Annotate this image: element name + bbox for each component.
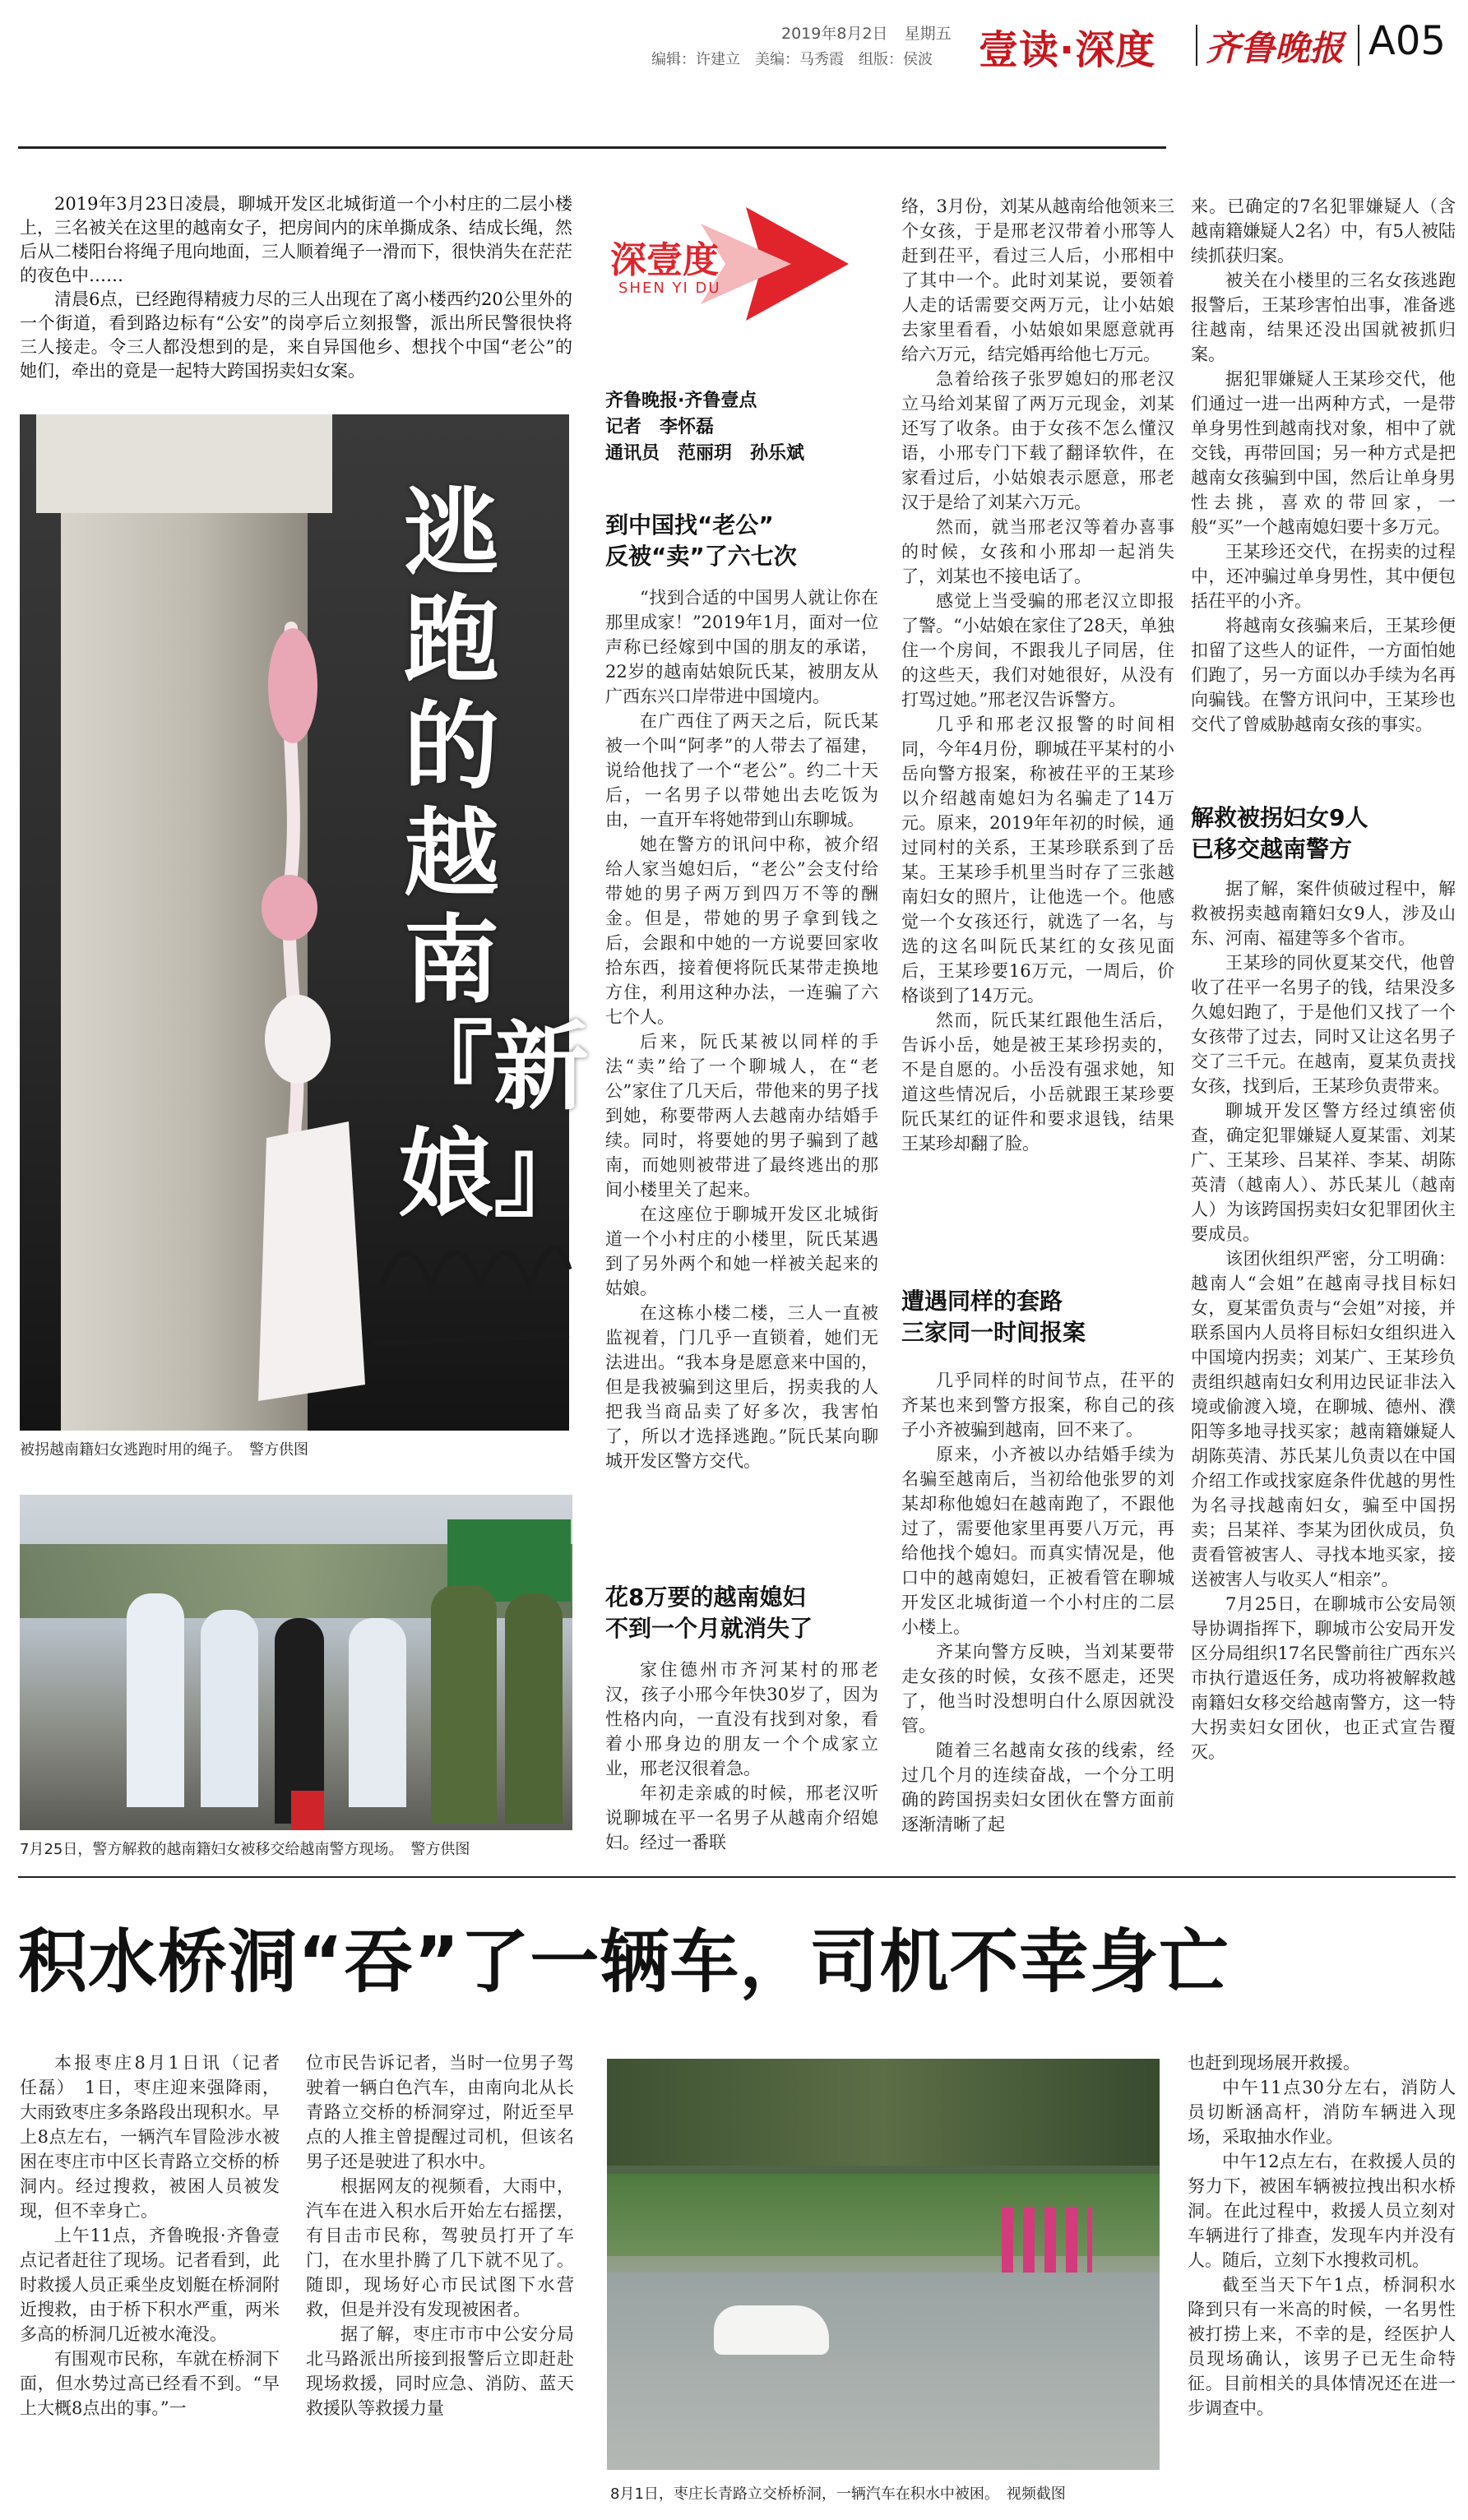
date-text: 2019年8月2日: [781, 25, 888, 43]
story2-column-a: [20, 2051, 297, 2511]
submerged-car: [714, 2305, 829, 2355]
rope-photo: [20, 414, 589, 1431]
subhead-1-line-1: 到中国找“老公”: [605, 511, 774, 539]
officer-2: [201, 1610, 258, 1807]
handover-photo-caption: 7月25日，警方解救的越南籍妇女被移交给越南警方现场。 警方供图: [20, 1841, 470, 1858]
paragraph: 感觉上当受骗的邢老汉立即报了警。“小姑娘在家住了28天，单独住一个房间，不跟我儿子同居，住的这些天，我们对她很好，从没有打骂过她。”邢老汉告诉警方。: [901, 591, 1174, 710]
paragraph: 随着三名越南女孩的线索，经过几个月的连续奋战，一个分工明确的跨国拐卖妇女团伙在警方面前逐渐清晰了起: [901, 1741, 1174, 1834]
paragraph: 在这栋小楼二楼，三人一直被监视着，门几乎一直锁着，她们无法进出。“我本身是愿意来中国的，但是我被骗到这里后，拐卖我的人把我当商品卖了好多次，我害怕了，所以才选择逃跑。”阮氏某向聊城开发区警方交代。: [605, 1303, 878, 1471]
headline-vertical: [398, 478, 589, 1230]
paragraph: 也赶到现场展开救援。: [1188, 2053, 1360, 2073]
column-2-lower: [605, 1658, 878, 1866]
paragraph: 后来，阮氏某被以同样的手法“卖”给了一个聊城人，在“老公”家住了几天后，带他来的男子找到她，称要带两人去越南办结婚手续。同时，将要她的男子骗到了越南，而她则被带进了最终逃出的那间小楼里关了起来。: [605, 1032, 878, 1200]
logo-pinyin-text: SHEN YI DU: [618, 280, 721, 297]
water: [607, 2273, 1160, 2470]
headline-text: 逃跑的越南『新娘』: [398, 478, 589, 1230]
subhead-4-line-2: 已移交越南警方: [1191, 835, 1353, 862]
paragraph: 被关在小楼里的三名女孩逃跑报警后，王某珍害怕出事，准备逃往越南，结果还没出国就被抓归案。: [1191, 270, 1456, 364]
section-title: 壹读·深度: [979, 27, 1156, 73]
column-4-lower: [1191, 876, 1456, 1866]
paragraph: 在这座位于聊城开发区北城街道一个小村庄的小楼里，阮氏某遇到了另外两个和她一样被关起来的姑娘。: [605, 1205, 878, 1298]
red-bag: [291, 1791, 324, 1830]
officer-3: [349, 1618, 406, 1807]
column-3-lower: [901, 1368, 1174, 1865]
rope-photo-caption: 被拐越南籍妇女逃跑时用的绳子。 警方供图: [20, 1441, 308, 1459]
lead-paragraphs: [20, 192, 572, 408]
paragraph: 然而，阮氏某红跟他生活后，告诉小岳，她是被王某珍拐卖的，不是自愿的。小岳没有强求她，知道这些情况后，小岳就跟王某珍要阮氏某红的证件和要求退钱，结果王某珍却翻了脸。: [901, 1010, 1174, 1154]
paragraph: 年初走亲戚的时候，邢老汉听说聊城在平一名男子从越南介绍媳妇。经过一番联: [605, 1783, 878, 1852]
byline-line-3: 通讯员 范丽玥 孙乐斌: [605, 443, 805, 464]
shen-yi-du-logo: [602, 191, 873, 337]
paragraph: 截至当天下午1点，桥洞积水降到只有一米高的时候，一名男性被打捞上来，不幸的是，经医护人员现场确认，该男子已无生命特征。目前相关的具体情况还在进一步调查中。: [1188, 2275, 1456, 2418]
paragraph: 中午12点左右，在救援人员的努力下，被困车辆被拉拽出积水桥洞。在此过程中，救援人员立刻对车辆进行了排查，发现车内并没有人。随后，立刻下水搜救司机。: [1188, 2152, 1456, 2270]
story2-headline: 积水桥洞“吞”了一辆车，司机不幸身亡: [18, 1921, 1230, 2002]
byline-line-1: 齐鲁晚报·齐鲁壹点: [605, 391, 757, 411]
paragraph: 根据网友的视频看，大雨中，汽车在进入积水后开始左右摇摆，有目击市民称，驾驶员打开了车门，在水里扑腾了几下就不见了。随即，现场好心市民试图下水营救，但是并没有发现被困者。: [306, 2176, 574, 2319]
paragraph: 来。已确定的7名犯罪嫌疑人（含越南籍嫌疑人2名）中，有5人被陆续抓获归案。: [1191, 197, 1456, 266]
paragraph: 据犯罪嫌疑人王某珍交代，他们通过一进一出两种方式，一是带单身男性到越南找对象，相中了就交钱，再带回国；另一种方式是把越南女孩骗到中国，然后让单身男性去挑，喜欢的带回家，一般“买”一个越南媳妇要十多万元。: [1191, 369, 1456, 537]
subhead-3-line-1: 遭遇同样的套路: [901, 1288, 1063, 1315]
logo-cn-text: 深壹度: [610, 239, 719, 281]
paragraph: 本报枣庄8月1日讯（记者 任磊） 1日，枣庄迎来强降雨，大雨致枣庄多条路段出现积水。早上8点左右，一辆汽车冒险涉水被困在枣庄市中区长青路立交桥的桥洞内。经过搜救，被困人员被发现，但不幸身亡。: [20, 2053, 297, 2221]
paragraph: 原来，小齐被以办结婚手续为名骗至越南后，当初给他张罗的刘某却称他媳妇在越南跑了，不跟他过了，需要他家里再要八万元，再给他找个媳妇。而真实情况是，他口中的越南媳妇，正被看管在聊城开发区北城街道一个小村庄的二层小楼上。: [901, 1445, 1174, 1637]
treeline: [607, 2059, 1160, 2166]
paragraph: 王某珍还交代，在拐卖的过程中，还冲骗过单身男性，其中便包括茌平的小齐。: [1191, 542, 1456, 611]
column-4-upper: [1191, 194, 1456, 770]
paper-logo: 齐鲁晚报: [1206, 28, 1345, 68]
subhead-2: [605, 1582, 877, 1644]
paragraph: 然而，就当邢老汉等着办喜事的时候，女孩和小邢却一起消失了，刘某也不接电话了。: [901, 517, 1174, 586]
subhead-4-line-1: 解救被拐妇女9人: [1191, 804, 1368, 831]
paragraph: 几乎同样的时间节点，茌平的齐某也来到警方报案，称自己的孩子小齐被骗到越南，回不来了。: [901, 1371, 1174, 1440]
byline-line-2: 记者 李怀磊: [605, 417, 715, 437]
paragraph: 据了解，枣庄市市中公安分局北马路派出所接到报警后立即赶赴现场救援，同时应急、消防、蓝天救援队等救援力量: [306, 2324, 574, 2418]
subhead-1: [605, 510, 877, 572]
paragraph: 齐某向警方反映，当刘某要带走女孩的时候，女孩不愿走，还哭了，他当时没想明白什么原因就没管。: [901, 1642, 1174, 1736]
paragraph: 王某珍的同伙夏某交代，他曾收了茌平一名男子的钱，结果没多久媳妇跑了，于是他们又找了一个女孩带了过去，同时又让这名男子交了三千元。在越南，夏某负责找女孩，找到后，王某珍负责带来。: [1191, 953, 1456, 1096]
paragraph: 她在警方的讯问中称，被介绍给人家当媳妇后，“老公”会支付给带她的男子两万到四万不等的酬金。但是，带她的男子拿到钱之后，会跟和中她的一方说要回家收拾东西，接着便将阮氏某带走换地方住，利用这种办法，一连骗了六七个人。: [605, 835, 878, 1027]
story2-column-b: [306, 2051, 574, 2511]
paragraph: 络，3月份，刘某从越南给他领来三个女孩，于是邢老汉带着小邢等人赶到茌平，看过三人后，小邢相中了其中一个。此时刘某说，要领着人走的话需要交两万元，让小姑娘去家里看看，小姑娘如果愿意就再给六万元，结完婚再给他七万元。: [901, 197, 1174, 364]
weekday-text: 星期五: [904, 25, 952, 43]
paragraph: 7月25日，在聊城市公安局领导协调指挥下，聊城市公安局开发区分局组织17名民警前往广西东兴市执行遣返任务，成功将被解救越南籍妇女移交给越南警方，这一特大拐卖妇女团伙，也正式宣告覆灭。: [1191, 1594, 1456, 1762]
subhead-2-line-2: 不到一个月就消失了: [605, 1615, 813, 1642]
top-rule: [18, 146, 1166, 149]
flood-photo: [607, 2059, 1160, 2470]
paragraph: 有围观市民称，车就在桥洞下面，但水势过高已经看不到。“早上大概8点出的事。”一: [20, 2349, 280, 2418]
subhead-4: [1191, 802, 1456, 865]
subhead-1-line-2: 反被“卖”了六七次: [605, 543, 797, 570]
officer-1: [127, 1593, 184, 1807]
paragraph: 将越南女孩骗来后，王某珍便扣留了这些人的证件，一方面怕她们跑了，另一方面以办手续为名再向骗钱。在警方讯问中，王某珍也交代了曾威胁越南女孩的事实。: [1191, 616, 1456, 734]
soldier-1: [431, 1585, 497, 1824]
soldier-2: [505, 1593, 563, 1824]
paragraph: 上午11点，齐鲁晚报·齐鲁壹点记者赶往了现场。记者看到，此时救援人员正乘坐皮划艇在桥洞附近搜救，由于桥下积水严重，两米多高的桥洞几近被水淹没。: [20, 2226, 280, 2344]
paragraph: 中午11点30分左右，消防人员切断涵高杆，消防车辆进入现场，采取抽水作业。: [1188, 2078, 1456, 2147]
paragraph: 几乎和邢老汉报警的时间相同，今年4月份，聊城茌平某村的小岳向警方报案，称被茌平的王某珍以介绍越南媳妇为名骗走了14万元。原来，2019年年初的时候，通过同村的关系，王某珍联系到了岳某。王某珍手机里当时存了三张越南妇女的照片，让他选一个。他感觉一个女孩还行，就选了一名，与选的这名叫阮氏某红的女孩见面后，王某珍要16万元，一周后，价格谈到了14万元。: [901, 714, 1174, 1006]
column-3-upper: [901, 194, 1174, 1286]
editors-line: 编辑：许建立 美编：马秀霞 组版：侯波: [651, 51, 933, 68]
masthead-divider-2: [1358, 25, 1359, 66]
paragraph: 急着给孩子张罗媳妇的邢老汉立马给刘某留了两万元现金，刘某还写了收条。由于女孩不怎么懂汉语，小邢专门下载了翻译软件，在家看过后，小姑娘表示愿意，邢老汉于是给了刘某六万元。: [901, 369, 1174, 512]
rescuers: [1002, 2207, 1092, 2273]
byline: [605, 388, 877, 467]
lead-p2: 清晨6点，已经跑得精疲力尽的三人出现在了离小楼西约20公里外的一个街道，看到路边标有“公安”的岗亭后立刻报警，派出所民警很快将三人接走。令三人都没想到的是，来自异国他乡、想找个中国“老公”的她们，牵出的竟是一起特大跨国拐卖妇女案。: [20, 289, 572, 381]
story2-column-c: [1188, 2051, 1456, 2511]
issue-date: [781, 21, 952, 44]
subhead-3-line-2: 三家同一时间报案: [901, 1319, 1086, 1346]
handover-photo: [20, 1495, 572, 1830]
paragraph: 在广西住了两天之后，阮氏某被一个叫“阿孝”的人带去了福建，说给他找了一个“老公”。约二十天后，一名男子以带她出去吃饭为由，一直开车将她带到山东聊城。: [605, 711, 878, 830]
paragraph: 位市民告诉记者，当时一位男子驾驶着一辆白色汽车，由南向北从长青路立交桥的桥洞穿过，附近至早点的人推主曾提醒过司机，但该名男子还是驶进了积水中。: [306, 2053, 574, 2171]
paragraph: 家住德州市齐河某村的邢老汉，孩子小邢今年快30岁了，因为性格内向，一直没有找到对象，看着小邢身边的朋友一个个成家立业，邢老汉很着急。: [605, 1660, 878, 1778]
page-number: A05: [1368, 18, 1446, 64]
window-bars: [20, 1475, 569, 1491]
paragraph: 该团伙组织严密，分工明确：越南人“会姐”在越南寻找目标妇女，夏某雷负责与“会姐”对接，并联系国内人员将目标妇女组织进入中国境内拐卖；刘某广、王某珍负责组织越南妇女利用边民证非法入境或偷渡入境，在聊城、德州、濮阳等多地寻找买家；越南籍嫌疑人胡陈英清、苏氏某儿负责以在中国介绍工作或找家庭条件优越的男性为名寻找越南妇女，骗至中国拐卖；吕某祥、李某为团伙成员，负责看管被害人、寻找本地买家，接送被害人与收买人“相亲”。: [1191, 1249, 1456, 1589]
masthead: [0, 0, 1468, 82]
lead-p1: 2019年3月23日凌晨，聊城开发区北城街道一个小村庄的二层小楼上，三名被关在这里的越南女子，把房间内的床单撕成条、结成长绳，然后从二楼阳台将绳子甩向地面，三人顺着绳子一滑而下，很快消失在茫茫的夜色中……: [20, 194, 572, 285]
paragraph: 聊城开发区警方经过缜密侦查，确定犯罪嫌疑人夏某雷、刘某广、王某珍、吕某祥、李某、胡陈英清（越南人）、苏氏某儿（越南人）为该跨国拐卖妇女犯罪团伙主要成员。: [1191, 1101, 1456, 1244]
story-divider: [18, 1876, 1456, 1878]
flood-photo-caption: 8月1日，枣庄长青路立交桥桥洞，一辆汽车在积水中被困。 视频截图: [610, 2485, 1066, 2503]
subhead-2-line-1: 花8万要的越南媳妇: [605, 1584, 806, 1611]
paragraph: 据了解，案件侦破过程中，解救被拐卖越南籍妇女9人，涉及山东、河南、福建等多个省市。: [1191, 879, 1456, 948]
paragraph: “找到合适的中国男人就让你在那里成家！”2019年1月，面对一位声称已经嫁到中国的朋友的承诺，22岁的越南姑娘阮氏某，被朋友从广西东兴口岸带进中国境内。: [605, 588, 878, 706]
masthead-divider: [1196, 25, 1197, 66]
subhead-3: [901, 1286, 1173, 1348]
